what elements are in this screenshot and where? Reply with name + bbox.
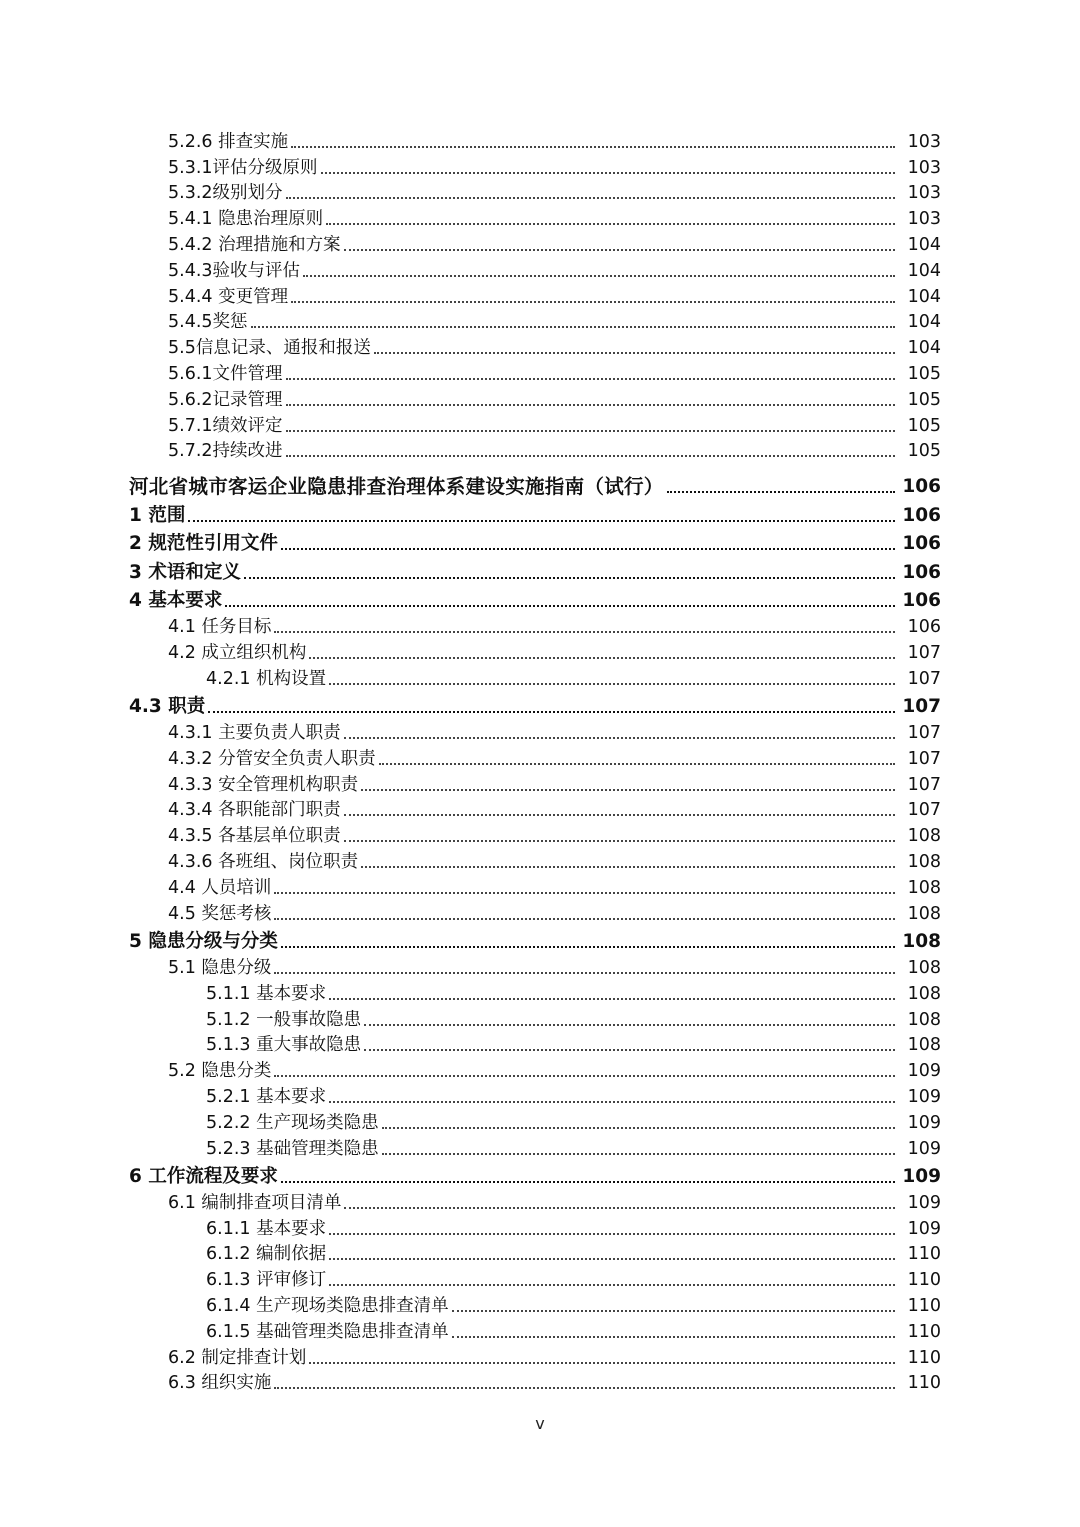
toc-entry-page: 110 — [907, 1270, 941, 1291]
toc-entry[interactable] — [0, 1216, 1080, 1242]
toc-entry-label: 5.2.1 基本要求 — [206, 1086, 327, 1107]
toc-entry[interactable] — [0, 1293, 1080, 1319]
toc-entry-page: 106 — [902, 590, 941, 612]
toc-entry-page: 103 — [907, 157, 941, 178]
toc-entry[interactable] — [0, 1319, 1080, 1345]
toc-entry-label: 5.1.3 重大事故隐患 — [206, 1035, 362, 1056]
dot-leader — [291, 146, 895, 148]
toc-entry-label: 5.5信息记录、通报和报送 — [168, 338, 371, 359]
toc-entry-label: 1 范围 — [129, 504, 186, 526]
toc-entry[interactable] — [0, 500, 1080, 529]
toc-entry[interactable] — [0, 720, 1080, 746]
toc-entry-page: 110 — [907, 1347, 941, 1368]
toc-entry[interactable] — [0, 1267, 1080, 1293]
toc-entry-page: 105 — [907, 415, 941, 436]
toc-entry[interactable] — [0, 1371, 1080, 1397]
toc-entry-label: 5.3.1评估分级原则 — [168, 157, 318, 178]
dot-leader — [329, 998, 895, 1000]
toc-entry-label: 4.5 奖惩考核 — [168, 903, 272, 924]
dot-leader — [382, 1127, 895, 1129]
toc-entry-label: 5.4.3验收与评估 — [168, 260, 301, 281]
toc-entry-label: 2 规范性引用文件 — [129, 533, 278, 555]
toc-entry-label: 6.1.2 编制依据 — [206, 1244, 327, 1265]
toc-entry[interactable] — [0, 232, 1080, 258]
toc-entry[interactable] — [0, 1242, 1080, 1268]
toc-entry[interactable] — [0, 666, 1080, 692]
dot-leader — [374, 352, 895, 354]
toc-entry-label: 5.1.1 基本要求 — [206, 983, 327, 1004]
toc-entry[interactable] — [0, 1033, 1080, 1059]
toc-entry[interactable] — [0, 413, 1080, 439]
toc-entry-page: 109 — [907, 1061, 941, 1082]
toc-entry-page: 107 — [907, 642, 941, 663]
dot-leader — [364, 1049, 895, 1051]
dot-leader — [274, 892, 895, 894]
dot-leader — [274, 918, 895, 920]
toc-entry-label: 4.3 职责 — [129, 696, 206, 718]
toc-entry-label: 5.4.1 隐患治理原则 — [168, 209, 324, 230]
toc-entry[interactable] — [0, 901, 1080, 927]
toc-entry[interactable] — [0, 614, 1080, 640]
toc-entry[interactable] — [0, 955, 1080, 981]
toc-entry-label: 5.1 隐患分级 — [168, 957, 272, 978]
dot-leader — [281, 548, 895, 550]
toc-entry-page: 109 — [907, 1192, 941, 1213]
dot-leader — [274, 1387, 895, 1389]
dot-leader — [188, 520, 895, 522]
toc-entry-label: 5 隐患分级与分类 — [129, 931, 278, 953]
toc-entry-label: 4.3.2 分管安全负责人职责 — [168, 748, 376, 769]
toc-entry-label: 4.3.6 各班组、岗位职责 — [168, 852, 359, 873]
toc-entry-label: 5.7.2持续改进 — [168, 441, 283, 462]
toc-entry[interactable] — [0, 1007, 1080, 1033]
dot-leader — [321, 172, 895, 174]
toc-entry-page: 106 — [902, 533, 941, 555]
dot-leader — [329, 1101, 895, 1103]
toc-entry-page: 109 — [907, 1138, 941, 1159]
toc-entry-page: 104 — [907, 312, 941, 333]
toc-entry-page: 108 — [907, 1035, 941, 1056]
toc-entry[interactable] — [0, 206, 1080, 232]
toc-entry-page: 106 — [902, 476, 941, 498]
toc-entry-page: 110 — [907, 1244, 941, 1265]
toc-entry-label: 6 工作流程及要求 — [129, 1166, 278, 1187]
toc-entry[interactable] — [0, 798, 1080, 824]
toc-entry-label: 4.2 成立组织机构 — [168, 642, 307, 663]
toc-entry[interactable] — [0, 335, 1080, 361]
toc-entry[interactable] — [0, 772, 1080, 798]
dot-leader — [329, 1233, 895, 1235]
toc-entry[interactable] — [0, 258, 1080, 284]
dot-leader — [344, 1207, 895, 1209]
toc-entry[interactable] — [0, 1162, 1080, 1191]
toc-entry-label: 4.3.3 安全管理机构职责 — [168, 774, 359, 795]
toc-entry-label: 5.6.2记录管理 — [168, 389, 283, 410]
toc-entry-page: 107 — [907, 774, 941, 795]
toc-entry[interactable] — [0, 284, 1080, 310]
toc-entry-page: 109 — [907, 1086, 941, 1107]
toc-entry[interactable] — [0, 1136, 1080, 1162]
toc-entry-page: 107 — [902, 696, 941, 718]
toc-entry[interactable] — [0, 1190, 1080, 1216]
dot-leader — [286, 197, 895, 199]
toc-entry-label: 5.2.2 生产现场类隐患 — [206, 1112, 379, 1133]
toc-entry-page: 109 — [907, 1112, 941, 1133]
toc-title-entry[interactable] — [0, 464, 1080, 500]
dot-leader — [452, 1336, 895, 1338]
dot-leader — [286, 455, 895, 457]
dot-leader — [326, 223, 895, 225]
toc-entry-page: 108 — [907, 1009, 941, 1030]
toc-entry[interactable] — [0, 361, 1080, 387]
toc-entry-page: 103 — [907, 183, 941, 204]
dot-leader — [329, 1258, 895, 1260]
toc-entry-page: 108 — [907, 826, 941, 847]
dot-leader — [364, 1024, 895, 1026]
toc-entry-label: 4.3.5 各基层单位职责 — [168, 826, 341, 847]
toc-entry-page: 106 — [907, 617, 941, 638]
toc-entry-page: 104 — [907, 234, 941, 255]
toc-entry-label: 5.1.2 一般事故隐患 — [206, 1009, 362, 1030]
dot-leader — [286, 430, 895, 432]
dot-leader — [286, 378, 895, 380]
toc-entry[interactable] — [0, 1084, 1080, 1110]
toc-entry-page: 105 — [907, 389, 941, 410]
toc-entry-label: 4.1 任务目标 — [168, 617, 272, 638]
toc-entry-label: 6.1.3 评审修订 — [206, 1270, 327, 1291]
toc-entry-page: 109 — [902, 1166, 941, 1187]
toc-entry-label: 5.4.5奖惩 — [168, 312, 248, 333]
dot-leader — [382, 1153, 895, 1155]
toc-entry-page: 107 — [907, 800, 941, 821]
toc-entry-page: 108 — [907, 852, 941, 873]
toc-entry-label: 6.1.5 基础管理类隐患排查清单 — [206, 1321, 449, 1342]
toc-entry[interactable] — [0, 586, 1080, 615]
toc-entry-label: 4.4 人员培训 — [168, 877, 272, 898]
dot-leader — [344, 814, 895, 816]
dot-leader — [452, 1310, 895, 1312]
dot-leader — [286, 404, 895, 406]
toc-entry-page: 105 — [907, 441, 941, 462]
toc-entry[interactable] — [0, 1110, 1080, 1136]
toc-entry-label: 5.2.3 基础管理类隐患 — [206, 1138, 379, 1159]
dot-leader — [244, 577, 895, 579]
toc-entry-page: 105 — [907, 363, 941, 384]
dot-leader — [667, 491, 895, 493]
dot-leader — [329, 683, 895, 685]
toc-entry-page: 103 — [907, 209, 941, 230]
page-number: v — [535, 1414, 545, 1433]
toc-entry-page: 109 — [907, 1218, 941, 1239]
toc-entry[interactable] — [0, 640, 1080, 666]
dot-leader — [344, 840, 895, 842]
toc-entry-label: 6.2 制定排查计划 — [168, 1347, 307, 1368]
toc-entry[interactable] — [0, 310, 1080, 336]
dot-leader — [291, 301, 895, 303]
toc-entry-page: 110 — [907, 1295, 941, 1316]
dot-leader — [225, 605, 895, 607]
toc-entry-label: 6.1.1 基本要求 — [206, 1218, 327, 1239]
toc-entry-page: 108 — [907, 957, 941, 978]
toc-entry-label: 5.4.2 治理措施和方案 — [168, 234, 341, 255]
toc-entry[interactable] — [0, 981, 1080, 1007]
toc-entry[interactable] — [0, 155, 1080, 181]
dot-leader — [379, 763, 895, 765]
toc-entry-page: 106 — [902, 561, 941, 583]
toc-entry-page: 104 — [907, 260, 941, 281]
toc-entry[interactable] — [0, 387, 1080, 413]
toc-entry-label: 6.1.4 生产现场类隐患排查清单 — [206, 1295, 449, 1316]
toc-entry-label: 5.2.6 排查实施 — [168, 131, 289, 152]
toc-entry-page: 107 — [907, 668, 941, 689]
toc-entry[interactable] — [0, 692, 1080, 721]
toc-entry[interactable] — [0, 181, 1080, 207]
toc-entry-page: 110 — [907, 1373, 941, 1394]
dot-leader — [281, 1181, 895, 1183]
toc-entry-page: 104 — [907, 338, 941, 359]
toc-entry-page: 108 — [902, 931, 941, 953]
toc-entry[interactable] — [0, 439, 1080, 465]
dot-leader — [208, 711, 895, 713]
dot-leader — [274, 631, 895, 633]
toc-entry-page: 108 — [907, 903, 941, 924]
toc-entry-label: 6.3 组织实施 — [168, 1373, 272, 1394]
dot-leader — [361, 866, 895, 868]
toc-entry-page: 103 — [907, 131, 941, 152]
toc-entry-label: 河北省城市客运企业隐患排查治理体系建设实施指南（试行） — [129, 475, 664, 499]
toc-entry[interactable] — [0, 746, 1080, 772]
dot-leader — [303, 275, 895, 277]
toc-entry-page: 106 — [902, 504, 941, 526]
toc-entry-label: 4.3.4 各职能部门职责 — [168, 800, 341, 821]
dot-leader — [344, 737, 895, 739]
toc-entry-label: 6.1 编制排查项目清单 — [168, 1192, 342, 1213]
toc-entry-page: 108 — [907, 983, 941, 1004]
toc-entry[interactable] — [0, 529, 1080, 558]
toc-entry[interactable] — [0, 1345, 1080, 1371]
toc-entry-page: 108 — [907, 877, 941, 898]
toc-entry-page: 110 — [907, 1321, 941, 1342]
dot-leader — [344, 249, 895, 251]
toc-entry-label: 3 术语和定义 — [129, 561, 241, 583]
toc-entry[interactable] — [0, 129, 1080, 155]
toc-entry[interactable] — [0, 1058, 1080, 1084]
toc-entry-label: 4.2.1 机构设置 — [206, 668, 327, 689]
dot-leader — [361, 789, 895, 791]
toc-entry[interactable] — [0, 557, 1080, 586]
dot-leader — [309, 657, 895, 659]
toc-entry[interactable] — [0, 875, 1080, 901]
toc-entry-label: 5.6.1文件管理 — [168, 363, 283, 384]
toc-entry-label: 5.4.4 变更管理 — [168, 286, 289, 307]
toc-entry-label: 4.3.1 主要负责人职责 — [168, 723, 341, 744]
table-of-contents — [0, 129, 1080, 1396]
toc-entry-label: 5.7.1绩效评定 — [168, 415, 283, 436]
toc-entry[interactable] — [0, 823, 1080, 849]
dot-leader — [274, 1075, 895, 1077]
toc-entry[interactable] — [0, 927, 1080, 956]
dot-leader — [309, 1362, 895, 1364]
toc-entry-label: 4 基本要求 — [129, 590, 223, 612]
toc-entry[interactable] — [0, 849, 1080, 875]
toc-entry-page: 107 — [907, 723, 941, 744]
dot-leader — [274, 972, 895, 974]
toc-entry-label: 5.2 隐患分类 — [168, 1061, 272, 1082]
toc-entry-page: 104 — [907, 286, 941, 307]
dot-leader — [251, 326, 895, 328]
dot-leader — [329, 1284, 895, 1286]
toc-entry-label: 5.3.2级别划分 — [168, 183, 283, 204]
toc-entry-page: 107 — [907, 748, 941, 769]
dot-leader — [281, 946, 895, 948]
